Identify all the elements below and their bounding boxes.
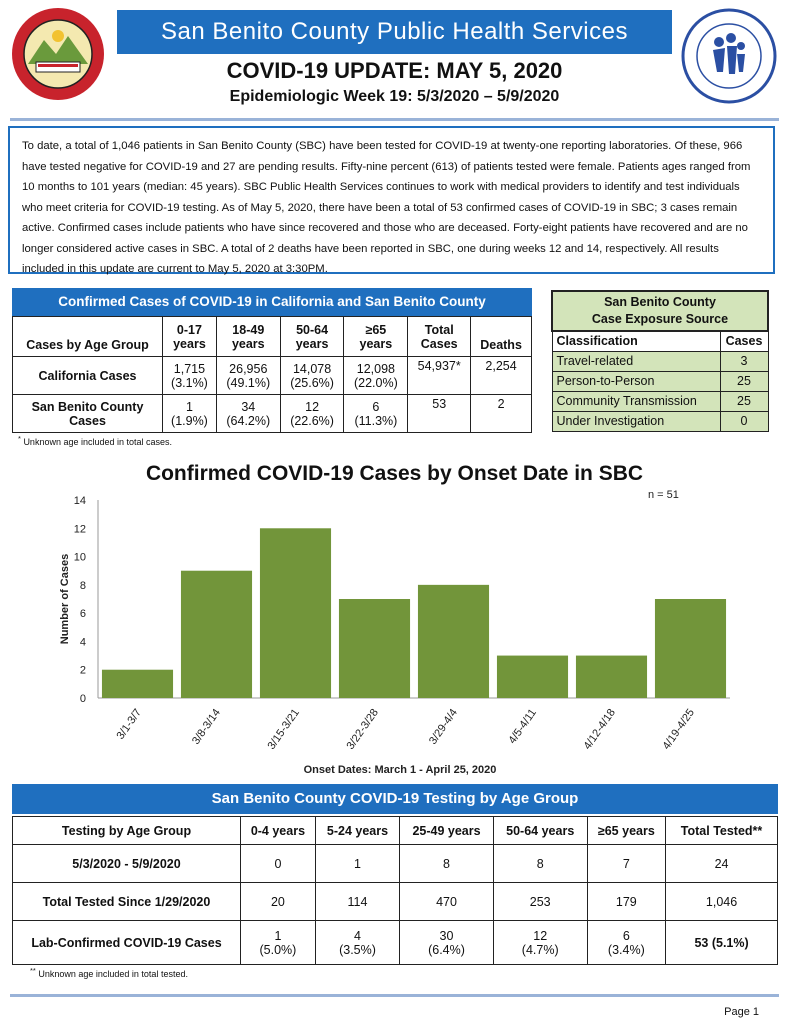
- col-header: 25-49 years: [400, 817, 494, 845]
- cell-value: 26,956: [229, 361, 268, 376]
- x-axis-label: Onset Dates: March 1 - April 25, 2020: [303, 764, 497, 776]
- y-tick-label: 12: [73, 523, 86, 536]
- cell-value: 1,046: [666, 883, 778, 921]
- exposure-title-line2: Case Exposure Source: [591, 312, 729, 326]
- row-label: San Benito County Cases: [13, 395, 163, 433]
- row-label: Lab-Confirmed COVID-19 Cases: [13, 921, 241, 965]
- y-tick-label: 4: [79, 636, 86, 649]
- cell-value: 24: [666, 845, 778, 883]
- row-label: Under Investigation: [552, 411, 720, 431]
- table-row: [13, 845, 778, 883]
- cell-percent: (5.0%): [259, 942, 297, 957]
- cell-value: 4: [354, 928, 361, 943]
- bar: [497, 656, 568, 698]
- cell-value: 25: [720, 371, 768, 391]
- row-label: Travel-related: [552, 351, 720, 371]
- table-row: [13, 883, 778, 921]
- cell-percent: (1.9%): [171, 413, 208, 428]
- footer-divider: [10, 994, 779, 997]
- cell-value: 14,078: [292, 361, 332, 376]
- cell-value: 6: [622, 928, 630, 943]
- onset-bar-chart: [0, 480, 789, 780]
- table-row: [552, 391, 768, 411]
- page-number: Page 1: [724, 1006, 759, 1018]
- cell-percent: (64.2%): [226, 413, 271, 428]
- row-label: Total Tested Since 1/29/2020: [13, 883, 241, 921]
- cell-value: 12,098: [356, 361, 395, 376]
- y-axis-label: Number of Cases: [59, 553, 71, 645]
- cell-percent: (3.1%): [171, 375, 208, 390]
- col-header: Deaths: [471, 317, 532, 357]
- chart-title: Confirmed COVID-19 Cases by Onset Date in SBC: [145, 462, 644, 485]
- col-header: Total Tested**: [666, 817, 778, 845]
- cell-value: 2,254: [471, 357, 532, 395]
- testing-footnote: [30, 966, 188, 979]
- col-header: Total Cases: [408, 317, 471, 357]
- cell-value: 8: [493, 845, 587, 883]
- x-tick-label: 3/22-3/28: [344, 706, 381, 752]
- x-tick-label: 3/15-3/21: [265, 706, 302, 752]
- x-tick-label: 4/19-4/25: [660, 706, 697, 752]
- confirmed-cases-table-title: Confirmed Cases of COVID-19 in California and San Benito County: [12, 288, 532, 316]
- cell-value: 20: [241, 883, 316, 921]
- testing-table-title: San Benito County COVID-19 Testing by Age Group: [12, 784, 778, 814]
- row-label: Person-to-Person: [552, 371, 720, 391]
- cell-percent: (4.7%): [521, 942, 559, 957]
- cell-value: 1: [315, 845, 399, 883]
- cell-value: 30: [439, 928, 454, 943]
- confirmed-cases-table: [12, 288, 532, 433]
- cell-value: 0: [241, 845, 316, 883]
- page-title-bar: San Benito County Public Health Services: [117, 10, 672, 54]
- row-label: 5/3/2020 - 5/9/2020: [13, 845, 241, 883]
- col-header: 0-4 years: [241, 817, 316, 845]
- table-row: [552, 411, 768, 431]
- table-row: [13, 395, 532, 433]
- bar: [181, 571, 252, 698]
- header-divider: [10, 118, 779, 121]
- exposure-source-table: [551, 290, 769, 432]
- y-tick-label: 8: [79, 579, 86, 592]
- cell-value: 1,715: [173, 361, 206, 376]
- row-label: California Cases: [13, 357, 163, 395]
- sample-size-annotation: n = 51: [648, 489, 679, 501]
- x-tick-label: 4/12-4/18: [581, 706, 618, 752]
- y-tick-label: 0: [79, 693, 86, 705]
- cell-percent: (3.5%): [339, 942, 376, 957]
- y-tick-label: 2: [79, 664, 86, 677]
- x-tick-label: 3/1-3/7: [114, 706, 144, 742]
- cell-percent: (22.0%): [353, 375, 398, 390]
- cell-value: 25: [720, 391, 768, 411]
- table-row: [552, 371, 768, 391]
- cell-value: 34: [241, 399, 256, 414]
- cell-value: 53 (5.1%): [666, 921, 778, 965]
- y-tick-label: 6: [79, 608, 86, 621]
- cell-percent: (3.4%): [607, 942, 645, 957]
- col-header: ≥65 years: [344, 317, 408, 357]
- footnote-text: Unknown age included in total cases.: [23, 437, 173, 447]
- cell-value: 12: [305, 399, 320, 414]
- cell-value: 470: [400, 883, 494, 921]
- col-header: 50-64 years: [280, 317, 344, 357]
- x-tick-label: 3/8-3/14: [189, 706, 223, 747]
- col-header: 50-64 years: [493, 817, 587, 845]
- col-header: ≥65 years: [587, 817, 666, 845]
- col-header: Classification: [552, 331, 720, 351]
- update-title: COVID-19 UPDATE: MAY 5, 2020: [226, 58, 563, 83]
- cell-percent: (22.6%): [290, 413, 334, 428]
- cell-percent: (6.4%): [428, 942, 465, 957]
- col-header: 0-17 years: [163, 317, 217, 357]
- bar: [655, 599, 726, 698]
- row-label: Community Transmission: [552, 391, 720, 411]
- bar: [418, 585, 489, 698]
- summary-text: To date, a total of 1,046 patients in San Benito County (SBC) have been tested for COVID-19 at twenty-one reporting laboratories. Of these, 966 have tested negative for COVID-19 and 27 are pending results. Fifty-nine percent (613) of patients tested were female. Patients ages ranged from 10 months to 101 years (median: 45 years). SBC Public Health Services continues to work with medical providers to identify and test individuals who meet criteria for COVID-19 testing. As of May 5, 2020, there have been a total of 53 confirmed cases of COVID-19 in SBC; 3 cases remain active. Confirmed cases include patients who have since recovered and those who are deceased. Forty-eight patients have recovered and are no longer considered active cases in SBC. A total of 2 deaths have been reported in SBC, one during weeks 12 and 14, respectively. All results included in this update are current to May 5, 2020 at 3:30PM.: [8, 126, 775, 274]
- cell-value: 54,937*: [408, 357, 471, 395]
- cell-value: 0: [720, 411, 768, 431]
- county-seal-logo: [10, 6, 106, 102]
- footnote-mark: **: [30, 966, 36, 975]
- y-tick-label: 10: [73, 551, 86, 564]
- table-row: [13, 357, 532, 395]
- cell-value: 1: [185, 399, 193, 414]
- footnote-mark: *: [18, 434, 21, 443]
- cell-value: 179: [587, 883, 666, 921]
- cell-value: 1: [274, 928, 282, 943]
- testing-table: [12, 816, 778, 965]
- col-header: Testing by Age Group: [13, 817, 241, 845]
- col-header: Cases: [720, 331, 768, 351]
- exposure-title-line1: San Benito County: [604, 295, 716, 309]
- x-tick-label: 3/29-4/4: [426, 706, 460, 747]
- cell-value: 6: [372, 399, 380, 414]
- x-tick-label: 4/5-4/11: [506, 706, 539, 747]
- col-header: Cases by Age Group: [13, 317, 163, 357]
- week-subtitle: Epidemiologic Week 19: 5/3/2020 – 5/9/2020: [229, 88, 560, 105]
- cell-value: 3: [720, 351, 768, 371]
- cell-value: 253: [493, 883, 587, 921]
- bar: [102, 670, 173, 698]
- y-tick-label: 14: [73, 495, 86, 507]
- cell-value: 114: [315, 883, 399, 921]
- col-header: 18-49 years: [216, 317, 280, 357]
- col-header: 5-24 years: [315, 817, 399, 845]
- public-health-logo: [681, 8, 777, 104]
- bar: [260, 528, 331, 698]
- cell-value: 7: [587, 845, 666, 883]
- table-row: [552, 351, 768, 371]
- cell-value: 12: [533, 928, 548, 943]
- cell-value: 53: [408, 395, 471, 433]
- bar: [339, 599, 410, 698]
- cell-value: 2: [471, 395, 532, 433]
- cell-value: 8: [400, 845, 494, 883]
- cell-percent: (11.3%): [354, 413, 398, 428]
- bar: [576, 656, 647, 698]
- table-row: [13, 921, 778, 965]
- footnote-text: Unknown age included in total tested.: [38, 969, 188, 979]
- cell-percent: (25.6%): [290, 375, 334, 390]
- cases-footnote: [18, 434, 172, 447]
- cell-percent: (49.1%): [226, 375, 271, 390]
